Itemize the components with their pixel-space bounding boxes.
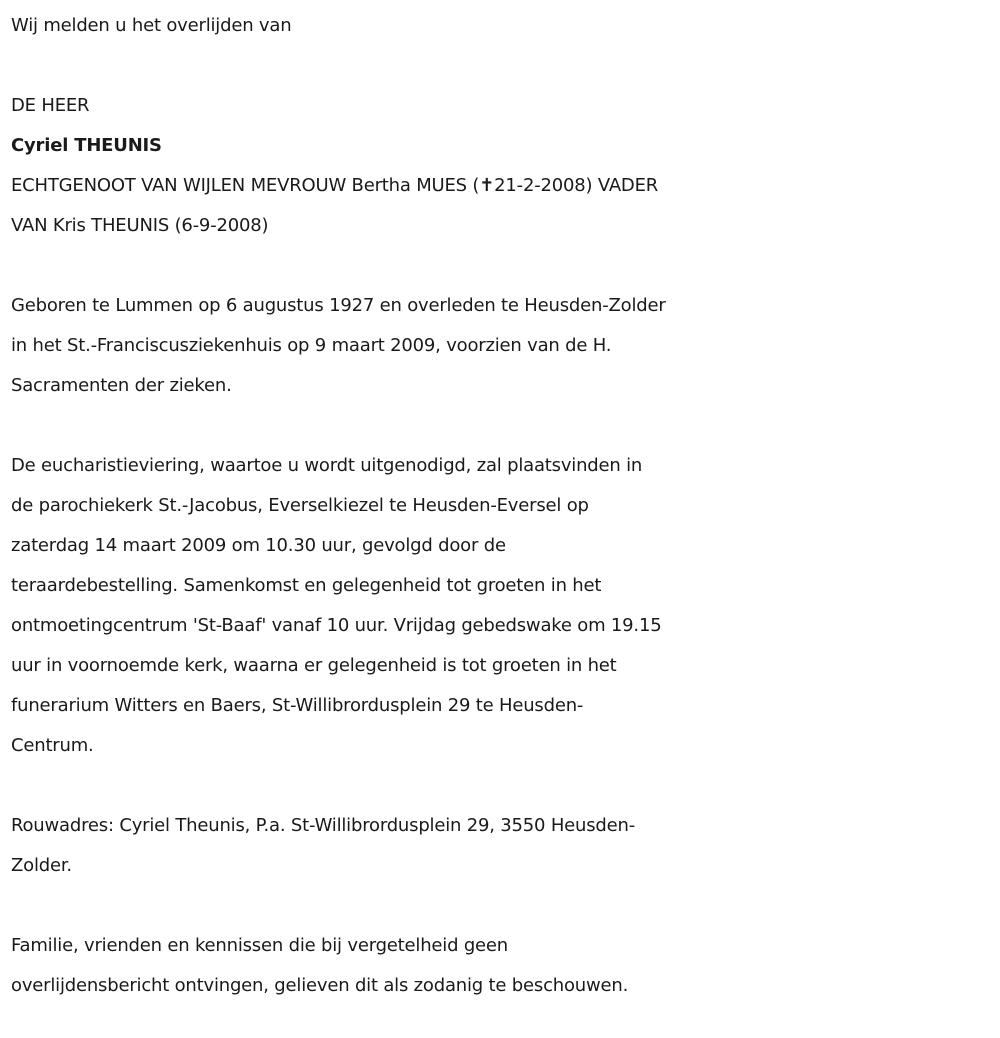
deceased-name: Cyriel THEUNIS <box>11 135 162 156</box>
relations-line-1 <box>11 166 996 206</box>
ceremony-line: ontmoetingcentrum 'St-Baaf' vanaf 10 uur. Vrijdag gebedswake om 19.15 <box>11 615 662 636</box>
closing-line: overlijdensbericht ontvingen, gelieven dit als zodanig te beschouwen. <box>11 975 629 996</box>
ceremony-line: teraardebestelling. Samenkomst en gelegenheid tot groeten in het <box>11 575 602 596</box>
ceremony-line: Centrum. <box>11 735 94 756</box>
ceremony-line: funerarium Witters en Baers, St-Willibrordusplein 29 te Heusden- <box>11 695 584 716</box>
ceremony-line: zaterdag 14 maart 2009 om 10.30 uur, gevolgd door de <box>11 535 506 556</box>
relations-text-b: 21-2-2008) VADER <box>494 175 659 196</box>
cross-icon: ✝ <box>479 175 495 196</box>
spacer <box>11 766 996 806</box>
birth-death-line: in het St.-Franciscusziekenhuis op 9 maart 2009, voorzien van de H. <box>11 335 612 356</box>
spacer <box>11 46 996 86</box>
relations-text-a: ECHTGENOOT VAN WIJLEN MEVROUW Bertha MUES ( <box>11 175 480 196</box>
spacer <box>11 886 996 926</box>
birth-death-line: Sacramenten der zieken. <box>11 375 232 396</box>
ceremony-line: De eucharistieviering, waartoe u wordt uitgenodigd, zal plaatsvinden in <box>11 455 643 476</box>
honorific: DE HEER <box>11 95 90 116</box>
ceremony-line: de parochiekerk St.-Jacobus, Everselkiezel te Heusden-Eversel op <box>11 495 589 516</box>
relations-line-2: VAN Kris THEUNIS (6-9-2008) <box>11 215 269 236</box>
address-line: Zolder. <box>11 855 72 876</box>
closing-line: Familie, vrienden en kennissen die bij vergetelheid geen <box>11 935 509 956</box>
spacer <box>11 406 996 446</box>
address-line: Rouwadres: Cyriel Theunis, P.a. St-Willibrordusplein 29, 3550 Heusden- <box>11 815 636 836</box>
ceremony-line: uur in voornoemde kerk, waarna er gelegenheid is tot groeten in het <box>11 655 617 676</box>
intro-text: Wij melden u het overlijden van <box>11 15 292 36</box>
birth-death-line: Geboren te Lummen op 6 augustus 1927 en overleden te Heusden-Zolder <box>11 295 666 316</box>
spacer <box>11 246 996 286</box>
death-notice <box>11 6 996 1006</box>
